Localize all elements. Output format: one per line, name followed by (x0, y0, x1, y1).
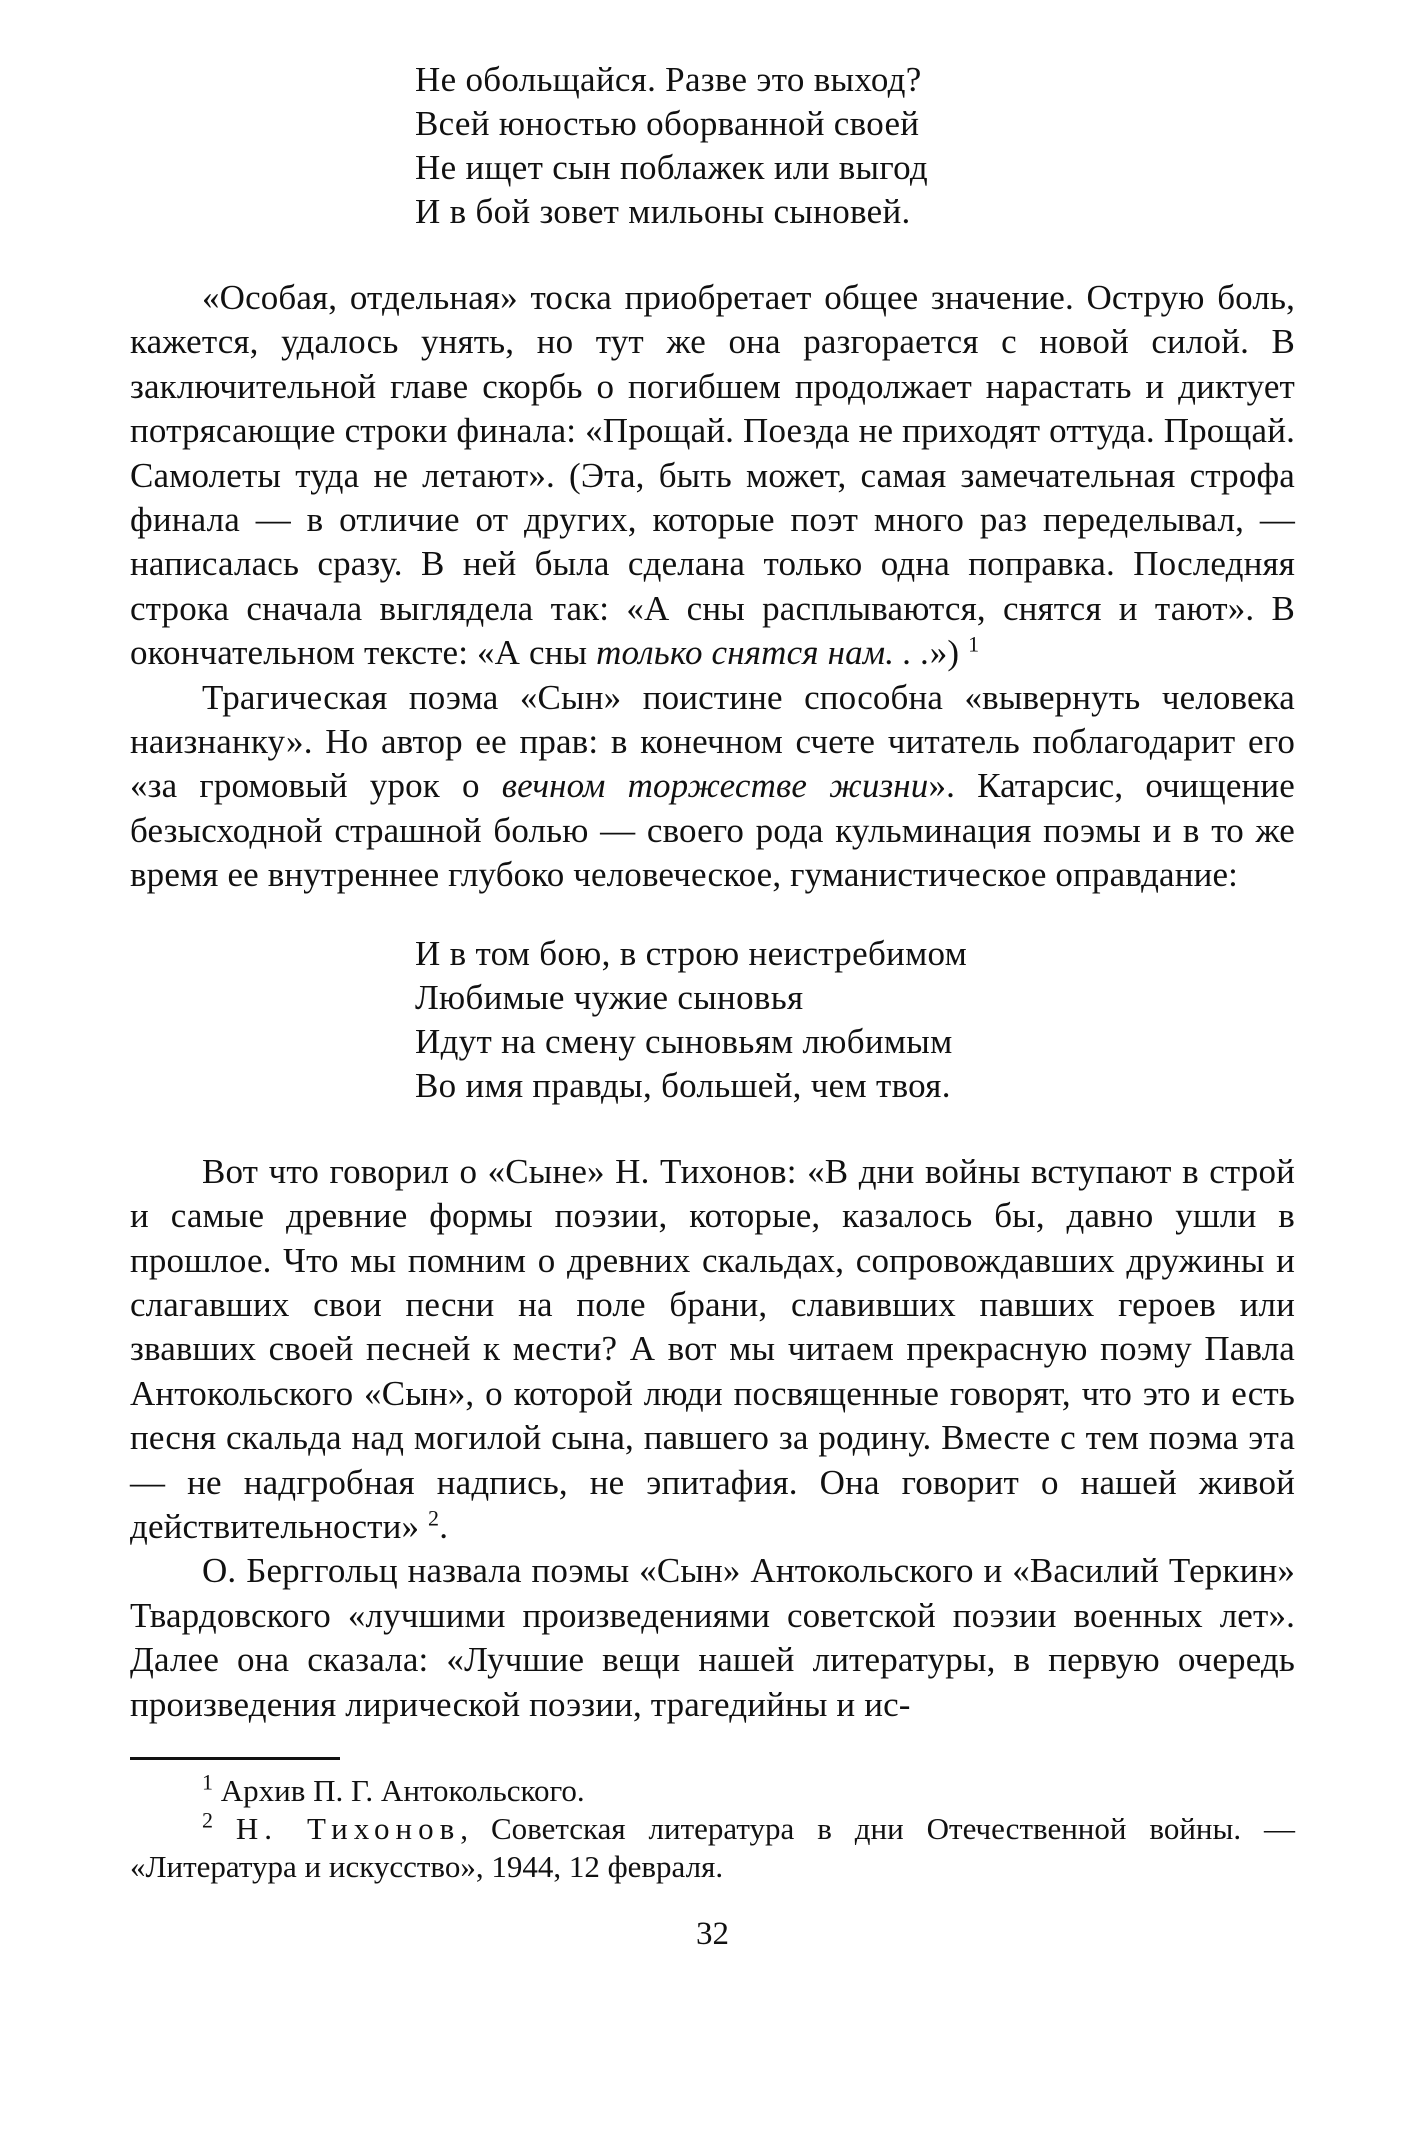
italic-quote: только снятся нам. . . (596, 633, 930, 673)
poem-line: Идут на смену сыновьям любимым (415, 1021, 953, 1061)
footnote-ref-2[interactable]: 2 (428, 1505, 440, 1531)
footnote-ref-1[interactable]: 1 (968, 631, 980, 657)
paragraph-text-tail: ») (929, 633, 960, 673)
paragraph-text: Трагическая поэма «Сын» поистине способна «вывернуть человека наизнанку». Но автор ее прав: в конечном счете читатель поблагодарит его «за громовый урок о (130, 677, 1295, 806)
paragraph-text: О. Берггольц назвала поэмы «Сын» Антокольского и «Василий Теркин» Твардовского «лучшими произведениями советской поэзии военных лет». Далее она сказала: «Лучшие вещи нашей литературы, в первую очередь произведения лирической поэзии, трагедийны и ис- (130, 1551, 1295, 1724)
paragraph-1 (130, 276, 1295, 676)
footnote-divider (130, 1757, 340, 1760)
footnote-author: Н. Тихонов (235, 1810, 461, 1846)
footnote-2 (130, 1807, 1295, 1886)
footnote-1 (130, 1769, 1295, 1810)
footnote-mark: 2 (202, 1807, 213, 1833)
page (130, 58, 1295, 1953)
paragraph-3 (130, 1150, 1295, 1550)
paragraph-4 (130, 1549, 1295, 1727)
poem-stanza-2 (415, 932, 1295, 1108)
poem-line: Не ищет сын поблажек или выгод (415, 148, 929, 187)
poem-line: Всей юностью оборванной своей (415, 104, 920, 143)
footnote-mark: 1 (202, 1769, 213, 1795)
poem-line: Любимые чужие сыновья (415, 977, 804, 1017)
paragraph-text: Вот что говорил о «Сыне» Н. Тихонов: «В дни войны вступают в строй и самые древние формы поэзии, которые, казалось бы, давно ушли в прошлое. Что мы помним о древних скальдах, сопровождавших дружины и слагавших свои песни на поле брани, славивших павших героев или звавших своей песней к мести? А вот мы читаем прекрасную поэму Павла Антокольского «Сын», о которой люди посвященные говорят, что это и есть песня скальда над могилой сына, павшего за родину. Вместе с тем поэма эта — не надгробная надпись, не эпитафия. Она говорит о нашей живой действительности» (130, 1151, 1295, 1546)
poem-line: И в бой зовет мильоны сыновей. (415, 192, 911, 231)
poem-stanza-1 (415, 58, 1295, 234)
paragraph-2 (130, 676, 1295, 898)
paragraph-text-tail: . (439, 1506, 449, 1546)
footnote-text: , Советская литература в дни Отечественной войны. — «Литература и искусство», 1944, 12 февраля. (130, 1810, 1295, 1884)
page-number: 32 (696, 1915, 729, 1952)
poem-line: И в том бою, в строю неистребимом (415, 933, 968, 973)
poem-line: Во имя правды, большей, чем твоя. (415, 1065, 951, 1105)
paragraph-text: «Особая, отдельная» тоска приобретает общее значение. Острую боль, кажется, удалось унять, но тут же она разгорается с новой силой. В заключительной главе скорбь о погибшем продолжает нарастать и диктует потрясающие строки финала: «Прощай. Поезда не приходят оттуда. Прощай. Самолеты туда не летают». (Эта, быть может, самая замечательная строфа финала — в отличие от других, которые поэт много раз переделывал, — написалась сразу. В ней была сделана только одна поправка. Последняя строка сначала выглядела так: «А сны расплываются, снятся и тают». В окончательном тексте: «А сны (130, 278, 1295, 673)
poem-line: Не обольщайся. Разве это выход? (415, 60, 922, 99)
paragraph-text-tail: ». Катарсис, очищение безысходной страшной болью — своего рода кульминация поэмы и в то же время ее внутреннее глубоко человеческое, гуманистическое оправдание: (130, 766, 1295, 895)
italic-quote: вечном торжестве жизни (501, 766, 929, 806)
footnote-text: Архив П. Г. Антокольского. (220, 1772, 585, 1808)
